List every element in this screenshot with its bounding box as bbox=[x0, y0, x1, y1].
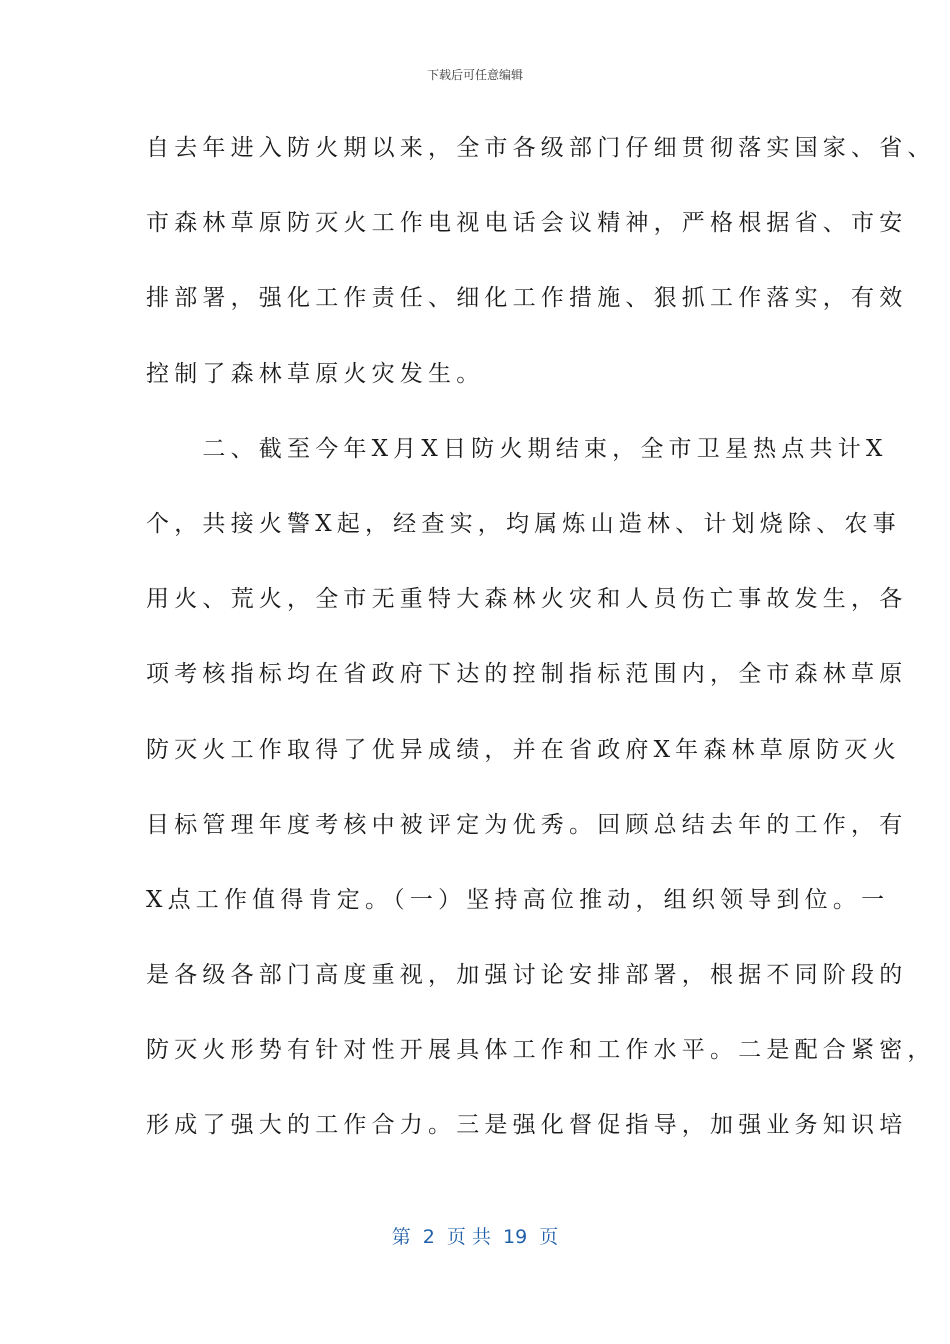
body-line: 排部署，强化工作责任、细化工作措施、狠抓工作落实，有效 bbox=[146, 285, 908, 312]
body-line: 市森林草原防灭火工作电视电话会议精神，严格根据省、市安 bbox=[146, 210, 908, 237]
body-line: 防灭火形势有针对性开展具体工作和工作水平。二是配合紧密， bbox=[146, 1037, 936, 1064]
body-line: 控制了森林草原火灾发生。 bbox=[146, 360, 485, 387]
page-number-footer: 第 2 页 共 19 页 bbox=[391, 1226, 559, 1248]
body-line: 形成了强大的工作合力。三是强化督促指导，加强业务知识培 bbox=[146, 1112, 908, 1139]
body-line: 目标管理年度考核中被评定为优秀。回顾总结去年的工作，有 bbox=[146, 811, 908, 838]
body-line: 自去年进入防火期以来，全市各级部门仔细贯彻落实国家、省、 bbox=[146, 135, 936, 161]
body-line: 防灭火工作取得了优异成绩，并在省政府X年森林草原防灭火 bbox=[146, 736, 901, 763]
body-line: X点工作值得肯定。（一）坚持高位推动，组织领导到位。一 bbox=[146, 886, 890, 913]
body-line: 项考核指标均在省政府下达的控制指标范围内，全市森林草原 bbox=[146, 661, 908, 688]
body-line: 是各级各部门高度重视，加强讨论安排部署，根据不同阶段的 bbox=[146, 962, 908, 989]
body-line: 二、截至今年X月X日防火期结束，全市卫星热点共计X bbox=[146, 435, 888, 462]
body-line: 个，共接火警X起，经查实，均属炼山造林、计划烧除、农事 bbox=[146, 510, 901, 537]
page-header-note: 下载后可任意编辑 bbox=[426, 68, 523, 82]
body-line: 用火、荒火，全市无重特大森林火灾和人员伤亡事故发生，各 bbox=[146, 586, 908, 613]
document-body bbox=[146, 118, 936, 1171]
